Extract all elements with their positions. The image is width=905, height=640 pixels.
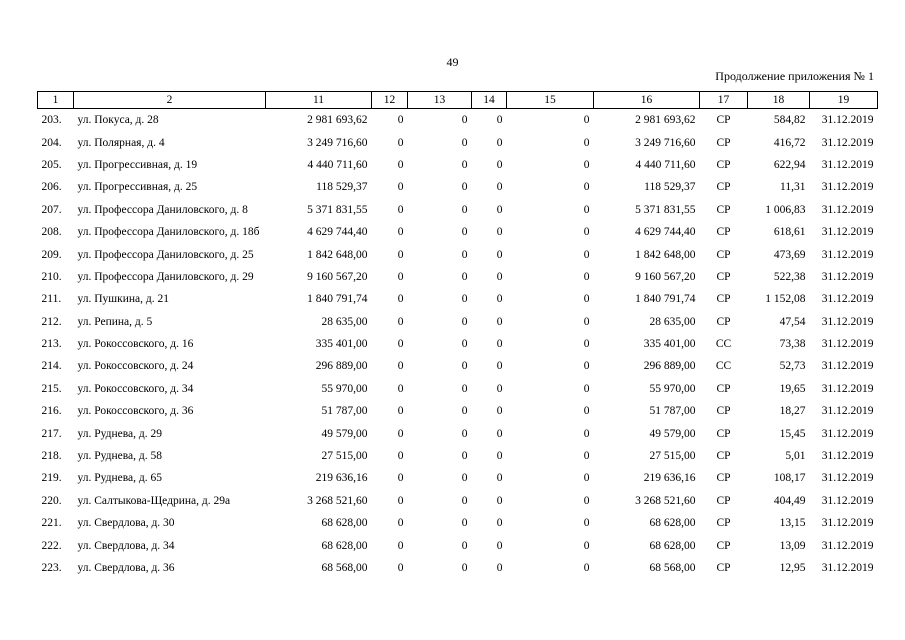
cell-col-13: 0 xyxy=(461,293,468,306)
row-number: 204. xyxy=(41,136,62,149)
cell-col-17: СР xyxy=(716,472,731,485)
cell-col-17: СС xyxy=(715,360,732,373)
cell-col-15: 0 xyxy=(583,270,590,283)
cell-col-15: 0 xyxy=(583,114,590,127)
row-number: 203. xyxy=(41,114,62,127)
cell-col-11: 4 629 744,40 xyxy=(307,226,368,239)
cell-col-16: 296 889,00 xyxy=(643,360,696,373)
cell-col-16: 335 401,00 xyxy=(643,338,696,351)
cell-col-11: 49 579,00 xyxy=(321,427,368,440)
cell-col-15: 0 xyxy=(583,293,590,306)
cell-col-15: 0 xyxy=(583,158,590,171)
row-number: 205. xyxy=(41,158,62,171)
cell-col-19: 31.12.2019 xyxy=(821,472,874,485)
cell-col-14: 0 xyxy=(496,158,503,171)
cell-col-18: 15,45 xyxy=(779,427,806,440)
cell-col-14: 0 xyxy=(496,248,503,261)
table-row xyxy=(38,131,878,153)
cell-col-14: 0 xyxy=(496,517,503,530)
cell-col-15: 0 xyxy=(583,472,590,485)
cell-col-17: СР xyxy=(716,450,731,463)
address-cell: ул. Профессора Даниловского, д. 8 xyxy=(77,203,248,216)
cell-col-12: 0 xyxy=(397,338,404,351)
cell-col-14: 0 xyxy=(496,114,503,127)
cell-col-16: 51 787,00 xyxy=(649,405,696,418)
column-header: 13 xyxy=(408,92,472,109)
cell-col-19: 31.12.2019 xyxy=(821,270,874,283)
column-header: 1 xyxy=(38,92,74,109)
cell-col-19: 31.12.2019 xyxy=(821,562,874,574)
cell-col-18: 618,61 xyxy=(773,226,806,239)
table-row xyxy=(38,445,878,467)
cell-col-12: 0 xyxy=(397,517,404,530)
cell-col-11: 2 981 693,62 xyxy=(307,114,368,127)
cell-col-12: 0 xyxy=(397,114,404,127)
row-number: 213. xyxy=(41,338,62,351)
cell-col-13: 0 xyxy=(461,472,468,485)
cell-col-13: 0 xyxy=(461,382,468,395)
table-row xyxy=(38,355,878,377)
cell-col-12: 0 xyxy=(397,360,404,373)
cell-col-13: 0 xyxy=(461,450,468,463)
cell-col-17: СР xyxy=(716,136,731,149)
address-cell: ул. Рокоссовского, д. 16 xyxy=(77,338,194,351)
table-row xyxy=(38,512,878,534)
cell-col-14: 0 xyxy=(496,562,503,574)
row-number: 214. xyxy=(41,360,62,373)
cell-col-15: 0 xyxy=(583,360,590,373)
cell-col-19: 31.12.2019 xyxy=(821,226,874,239)
cell-col-18: 52,73 xyxy=(779,360,806,373)
cell-col-16: 4 440 711,60 xyxy=(635,158,696,171)
cell-col-17: СР xyxy=(716,517,731,530)
cell-col-18: 404,49 xyxy=(773,494,806,507)
cell-col-11: 118 529,37 xyxy=(316,181,368,194)
address-cell: ул. Профессора Даниловского, д. 25 xyxy=(77,248,254,261)
cell-col-16: 68 628,00 xyxy=(649,539,696,552)
table-row xyxy=(38,467,878,489)
cell-col-18: 108,17 xyxy=(773,472,806,485)
cell-col-11: 335 401,00 xyxy=(315,338,368,351)
cell-col-11: 27 515,00 xyxy=(321,450,368,463)
cell-col-12: 0 xyxy=(397,226,404,239)
cell-col-18: 13,15 xyxy=(779,517,806,530)
address-cell: ул. Руднева, д. 65 xyxy=(77,472,162,485)
address-cell: ул. Прогрессивная, д. 19 xyxy=(77,158,198,171)
cell-col-16: 3 268 521,60 xyxy=(635,494,696,507)
table-row xyxy=(38,266,878,288)
table-row xyxy=(38,400,878,422)
cell-col-14: 0 xyxy=(496,494,503,507)
cell-col-14: 0 xyxy=(496,405,503,418)
address-cell: ул. Руднева, д. 29 xyxy=(77,427,162,440)
cell-col-11: 68 628,00 xyxy=(321,517,368,530)
address-cell: ул. Свердлова, д. 36 xyxy=(77,562,175,574)
cell-col-19: 31.12.2019 xyxy=(821,136,874,149)
cell-col-11: 1 840 791,74 xyxy=(307,293,368,306)
cell-col-17: СР xyxy=(716,382,731,395)
cell-col-16: 27 515,00 xyxy=(649,450,696,463)
column-header: 18 xyxy=(748,92,810,109)
cell-col-15: 0 xyxy=(583,382,590,395)
table-row xyxy=(38,333,878,355)
cell-col-11: 219 636,16 xyxy=(315,472,368,485)
cell-col-13: 0 xyxy=(461,360,468,373)
table-row xyxy=(38,176,878,198)
cell-col-19: 31.12.2019 xyxy=(821,517,874,530)
page-number: 49 xyxy=(446,55,459,69)
cell-col-12: 0 xyxy=(397,293,404,306)
column-header: 15 xyxy=(507,92,594,109)
cell-col-14: 0 xyxy=(496,427,503,440)
column-header: 14 xyxy=(472,92,507,109)
cell-col-18: 11,31 xyxy=(780,181,806,194)
cell-col-16: 118 529,37 xyxy=(644,181,696,194)
cell-col-12: 0 xyxy=(397,382,404,395)
cell-col-15: 0 xyxy=(583,539,590,552)
cell-col-14: 0 xyxy=(496,293,503,306)
cell-col-19: 31.12.2019 xyxy=(821,248,874,261)
cell-col-15: 0 xyxy=(583,494,590,507)
cell-col-12: 0 xyxy=(397,562,404,574)
cell-col-15: 0 xyxy=(583,427,590,440)
cell-col-14: 0 xyxy=(496,360,503,373)
address-cell: ул. Свердлова, д. 34 xyxy=(77,539,175,552)
cell-col-12: 0 xyxy=(397,136,404,149)
cell-col-16: 1 842 648,00 xyxy=(635,248,696,261)
cell-col-17: СС xyxy=(715,338,732,351)
address-cell: ул. Салтыкова-Щедрина, д. 29а xyxy=(77,494,231,507)
cell-col-13: 0 xyxy=(461,517,468,530)
cell-col-11: 9 160 567,20 xyxy=(307,270,368,283)
cell-col-19: 31.12.2019 xyxy=(821,427,874,440)
cell-col-16: 1 840 791,74 xyxy=(635,293,696,306)
cell-col-19: 31.12.2019 xyxy=(821,338,874,351)
table-row xyxy=(38,378,878,400)
cell-col-13: 0 xyxy=(461,405,468,418)
address-cell: ул. Прогрессивная, д. 25 xyxy=(77,181,198,194)
cell-col-16: 49 579,00 xyxy=(649,427,696,440)
table-row xyxy=(38,154,878,176)
cell-col-13: 0 xyxy=(461,136,468,149)
cell-col-14: 0 xyxy=(496,203,503,216)
cell-col-13: 0 xyxy=(461,114,468,127)
cell-col-11: 28 635,00 xyxy=(321,315,368,328)
cell-col-17: СР xyxy=(716,203,731,216)
cell-col-14: 0 xyxy=(496,472,503,485)
address-cell: ул. Свердлова, д. 30 xyxy=(77,517,175,530)
column-header: 19 xyxy=(810,92,878,109)
cell-col-17: СР xyxy=(716,270,731,283)
cell-col-14: 0 xyxy=(496,315,503,328)
cell-col-11: 68 628,00 xyxy=(321,539,368,552)
cell-col-16: 68 628,00 xyxy=(649,517,696,530)
continuation-label: Продолжение приложения № 1 xyxy=(715,69,874,83)
table-row xyxy=(38,109,878,132)
address-cell: ул. Репина, д. 5 xyxy=(77,315,153,328)
cell-col-13: 0 xyxy=(461,338,468,351)
cell-col-14: 0 xyxy=(496,382,503,395)
cell-col-19: 31.12.2019 xyxy=(821,382,874,395)
cell-col-18: 13,09 xyxy=(779,539,806,552)
cell-col-13: 0 xyxy=(461,427,468,440)
cell-col-13: 0 xyxy=(461,494,468,507)
table-row xyxy=(38,490,878,512)
table-row xyxy=(38,199,878,221)
cell-col-15: 0 xyxy=(583,315,590,328)
cell-col-17: СР xyxy=(716,248,731,261)
cell-col-12: 0 xyxy=(397,539,404,552)
cell-col-19: 31.12.2019 xyxy=(821,114,874,127)
cell-col-18: 73,38 xyxy=(779,338,806,351)
data-table xyxy=(37,91,878,579)
cell-col-19: 31.12.2019 xyxy=(821,293,874,306)
row-number: 208. xyxy=(41,226,62,239)
cell-col-16: 2 981 693,62 xyxy=(635,114,696,127)
address-cell: ул. Пушкина, д. 21 xyxy=(77,293,169,306)
cell-col-19: 31.12.2019 xyxy=(821,158,874,171)
cell-col-15: 0 xyxy=(583,248,590,261)
cell-col-11: 55 970,00 xyxy=(321,382,368,395)
cell-col-12: 0 xyxy=(397,203,404,216)
table-row xyxy=(38,243,878,265)
table-row xyxy=(38,422,878,444)
cell-col-14: 0 xyxy=(496,270,503,283)
table-row xyxy=(38,534,878,556)
cell-col-15: 0 xyxy=(583,181,590,194)
cell-col-15: 0 xyxy=(583,203,590,216)
cell-col-18: 19,65 xyxy=(779,382,806,395)
cell-col-16: 55 970,00 xyxy=(649,382,696,395)
cell-col-13: 0 xyxy=(461,315,468,328)
column-header: 11 xyxy=(266,92,372,109)
table-body xyxy=(38,109,878,580)
cell-col-16: 4 629 744,40 xyxy=(635,226,696,239)
row-number: 223. xyxy=(41,562,62,574)
column-header: 12 xyxy=(372,92,408,109)
cell-col-12: 0 xyxy=(397,405,404,418)
cell-col-18: 622,94 xyxy=(773,158,806,171)
cell-col-16: 9 160 567,20 xyxy=(635,270,696,283)
cell-col-18: 5,01 xyxy=(785,450,806,463)
cell-col-11: 3 249 716,60 xyxy=(307,136,368,149)
cell-col-12: 0 xyxy=(397,315,404,328)
cell-col-11: 5 371 831,55 xyxy=(307,203,368,216)
cell-col-17: СР xyxy=(716,427,731,440)
cell-col-17: СР xyxy=(716,494,731,507)
cell-col-14: 0 xyxy=(496,338,503,351)
cell-col-14: 0 xyxy=(496,539,503,552)
table-row xyxy=(38,557,878,579)
row-number: 220. xyxy=(41,494,62,507)
cell-col-19: 31.12.2019 xyxy=(821,203,874,216)
cell-col-17: СР xyxy=(716,405,731,418)
address-cell: ул. Рокоссовского, д. 34 xyxy=(77,382,194,395)
column-header: 2 xyxy=(74,92,266,109)
cell-col-12: 0 xyxy=(397,494,404,507)
cell-col-18: 1 152,08 xyxy=(765,293,806,306)
cell-col-13: 0 xyxy=(461,539,468,552)
table-row xyxy=(38,221,878,243)
cell-col-12: 0 xyxy=(397,181,404,194)
table-row xyxy=(38,311,878,333)
address-cell: ул. Профессора Даниловского, д. 18б xyxy=(77,226,260,239)
cell-col-18: 12,95 xyxy=(779,562,806,574)
row-number: 218. xyxy=(41,450,62,463)
row-number: 217. xyxy=(41,427,62,440)
cell-col-19: 31.12.2019 xyxy=(821,450,874,463)
cell-col-17: СР xyxy=(716,562,731,574)
cell-col-13: 0 xyxy=(461,270,468,283)
column-header: 17 xyxy=(700,92,748,109)
cell-col-15: 0 xyxy=(583,450,590,463)
address-cell: ул. Рокоссовского, д. 24 xyxy=(77,360,194,373)
row-number: 219. xyxy=(41,472,62,485)
row-number: 215. xyxy=(41,382,62,395)
cell-col-16: 5 371 831,55 xyxy=(635,203,696,216)
cell-col-18: 522,38 xyxy=(773,270,806,283)
row-number: 209. xyxy=(41,248,62,261)
cell-col-15: 0 xyxy=(583,517,590,530)
cell-col-16: 3 249 716,60 xyxy=(635,136,696,149)
cell-col-14: 0 xyxy=(496,181,503,194)
cell-col-14: 0 xyxy=(496,136,503,149)
cell-col-13: 0 xyxy=(461,203,468,216)
cell-col-18: 18,27 xyxy=(779,405,806,418)
cell-col-18: 473,69 xyxy=(773,248,806,261)
cell-col-19: 31.12.2019 xyxy=(821,539,874,552)
cell-col-15: 0 xyxy=(583,226,590,239)
cell-col-18: 584,82 xyxy=(773,114,806,127)
address-cell: ул. Рокоссовского, д. 36 xyxy=(77,405,194,418)
cell-col-12: 0 xyxy=(397,472,404,485)
cell-col-16: 28 635,00 xyxy=(649,315,696,328)
column-header: 16 xyxy=(594,92,700,109)
cell-col-19: 31.12.2019 xyxy=(821,315,874,328)
cell-col-13: 0 xyxy=(461,158,468,171)
row-number: 222. xyxy=(41,539,62,552)
row-number: 207. xyxy=(41,203,62,216)
table-row xyxy=(38,288,878,310)
address-cell: ул. Полярная, д. 4 xyxy=(77,136,165,149)
cell-col-15: 0 xyxy=(583,405,590,418)
cell-col-12: 0 xyxy=(397,450,404,463)
cell-col-13: 0 xyxy=(461,248,468,261)
table-header-row xyxy=(38,92,878,109)
cell-col-11: 1 842 648,00 xyxy=(307,248,368,261)
cell-col-11: 4 440 711,60 xyxy=(307,158,368,171)
cell-col-18: 47,54 xyxy=(779,315,806,328)
cell-col-11: 296 889,00 xyxy=(315,360,368,373)
cell-col-12: 0 xyxy=(397,248,404,261)
cell-col-19: 31.12.2019 xyxy=(821,405,874,418)
cell-col-12: 0 xyxy=(397,158,404,171)
cell-col-15: 0 xyxy=(583,338,590,351)
cell-col-13: 0 xyxy=(461,226,468,239)
cell-col-19: 31.12.2019 xyxy=(821,360,874,373)
cell-col-18: 416,72 xyxy=(773,136,806,149)
row-number: 221. xyxy=(41,517,62,530)
cell-col-17: СР xyxy=(716,315,731,328)
row-number: 210. xyxy=(41,270,62,283)
cell-col-18: 1 006,83 xyxy=(765,203,806,216)
cell-col-17: СР xyxy=(716,114,731,127)
cell-col-16: 219 636,16 xyxy=(643,472,696,485)
cell-col-13: 0 xyxy=(461,562,468,574)
cell-col-12: 0 xyxy=(397,270,404,283)
cell-col-17: СР xyxy=(716,293,731,306)
cell-col-19: 31.12.2019 xyxy=(821,494,874,507)
row-number: 212. xyxy=(41,315,62,328)
cell-col-11: 3 268 521,60 xyxy=(307,494,368,507)
cell-col-11: 51 787,00 xyxy=(321,405,368,418)
address-cell: ул. Покуса, д. 28 xyxy=(77,114,159,127)
row-number: 216. xyxy=(41,405,62,418)
cell-col-13: 0 xyxy=(461,181,468,194)
cell-col-17: СР xyxy=(716,158,731,171)
cell-col-19: 31.12.2019 xyxy=(821,181,874,194)
row-number: 211. xyxy=(41,293,62,306)
cell-col-11: 68 568,00 xyxy=(321,562,368,574)
address-cell: ул. Руднева, д. 58 xyxy=(77,450,162,463)
cell-col-15: 0 xyxy=(583,562,590,574)
cell-col-14: 0 xyxy=(496,226,503,239)
row-number: 206. xyxy=(41,181,62,194)
cell-col-12: 0 xyxy=(397,427,404,440)
cell-col-17: СР xyxy=(716,539,731,552)
cell-col-17: СР xyxy=(716,226,731,239)
cell-col-14: 0 xyxy=(496,450,503,463)
cell-col-16: 68 568,00 xyxy=(649,562,696,574)
cell-col-15: 0 xyxy=(583,136,590,149)
address-cell: ул. Профессора Даниловского, д. 29 xyxy=(77,270,254,283)
cell-col-17: СР xyxy=(716,181,731,194)
